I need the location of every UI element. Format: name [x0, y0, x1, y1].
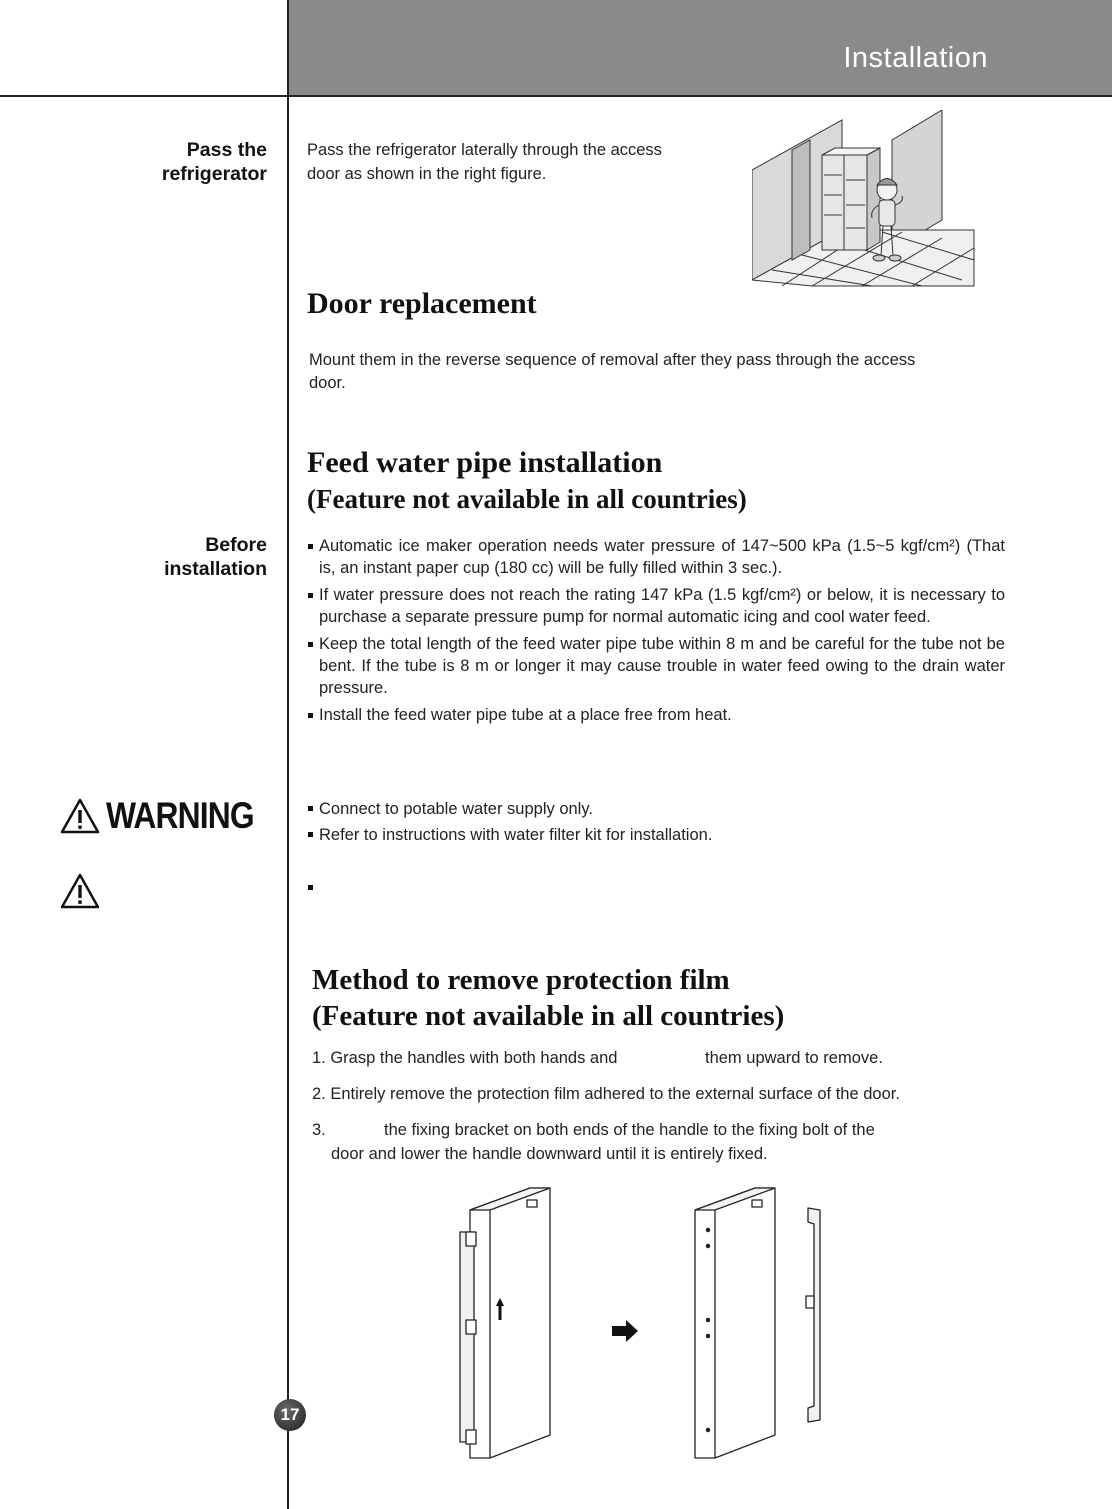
pass-refrigerator-heading: Pass the refrigerator: [161, 139, 267, 185]
arrow-right-icon: [612, 1320, 638, 1342]
step-3-number: 3.: [312, 1121, 326, 1139]
removed-handle: [808, 1208, 820, 1422]
before-installation-list: [307, 535, 1005, 731]
feed-water-title: Feed water pipe installation: [307, 446, 663, 479]
list-item: [307, 876, 1005, 898]
feed-water-subtitle: (Feature not available in all countries): [307, 484, 747, 514]
step-2-text: 2. Entirely remove the protection film adhered to the external surface of the door.: [312, 1085, 900, 1103]
step-3-text-b: door and lower the handle downward until it is entirely fixed.: [331, 1145, 768, 1163]
list-item: Automatic ice maker operation needs water pressure of 147~500 kPa (1.5~5 kgf/cm²) (That is, an instant paper cup (180 cc) will be fully filled within 3 sec.).: [307, 535, 1005, 579]
door-replacement-line-2: door.: [309, 374, 346, 392]
handle-removal-illustration: [450, 1180, 850, 1465]
protection-film-subtitle: (Feature not available in all countries): [312, 1000, 785, 1032]
warning-list: [307, 797, 1005, 852]
page-number-badge: 17: [274, 1399, 306, 1431]
page-section-title: Installation: [843, 42, 988, 74]
before-installation-heading: Before installation: [164, 534, 267, 580]
warning-label: [60, 795, 278, 837]
warning-triangle-icon: [60, 798, 100, 834]
door-replacement-text: [309, 349, 915, 395]
pass-refrigerator-line-1: Pass the refrigerator laterally through the access: [307, 141, 662, 159]
list-item: Refer to instructions with water filter kit for installation.: [307, 823, 1005, 847]
warning-text: WARNING: [106, 795, 254, 836]
pass-refrigerator-line-2: door as shown in the right figure.: [307, 165, 547, 183]
protection-film-title: Method to remove protection film: [312, 964, 730, 996]
list-item: If water pressure does not reach the rating 147 kPa (1.5 kgf/cm²) or below, it is necessary to purchase a separate pressure pump for normal automatic icing and cool water feed.: [307, 584, 1005, 628]
door-replacement-title: Door replacement: [307, 287, 537, 320]
refrigerator-through-door-illustration: [752, 110, 976, 290]
step-1-text-b: them upward to remove.: [705, 1049, 883, 1067]
column-divider: [287, 0, 289, 1509]
pass-refrigerator-text: [307, 138, 662, 186]
list-item: Keep the total length of the feed water pipe tube within 8 m and be careful for the tube not be bent. If the tube is 8 m or longer it may cause trouble in water feed owing to the drain water pressure.: [307, 633, 1005, 699]
caution-triangle-icon: [60, 873, 100, 909]
door-with-handle: [470, 1188, 550, 1458]
caution-list: [307, 876, 1005, 903]
door-replacement-line-1: Mount them in the reverse sequence of removal after they pass through the access: [309, 351, 916, 369]
door-handle: [460, 1232, 474, 1442]
header-band: [289, 0, 1112, 95]
step-1-text-a: 1. Grasp the handles with both hands and: [312, 1049, 618, 1067]
header-divider: [0, 95, 1112, 97]
list-item: Connect to potable water supply only.: [307, 797, 1005, 821]
step-3-text-a: the fixing bracket on both ends of the handle to the fixing bolt of the: [384, 1121, 875, 1139]
list-item: Install the feed water pipe tube at a place free from heat.: [307, 704, 1005, 726]
